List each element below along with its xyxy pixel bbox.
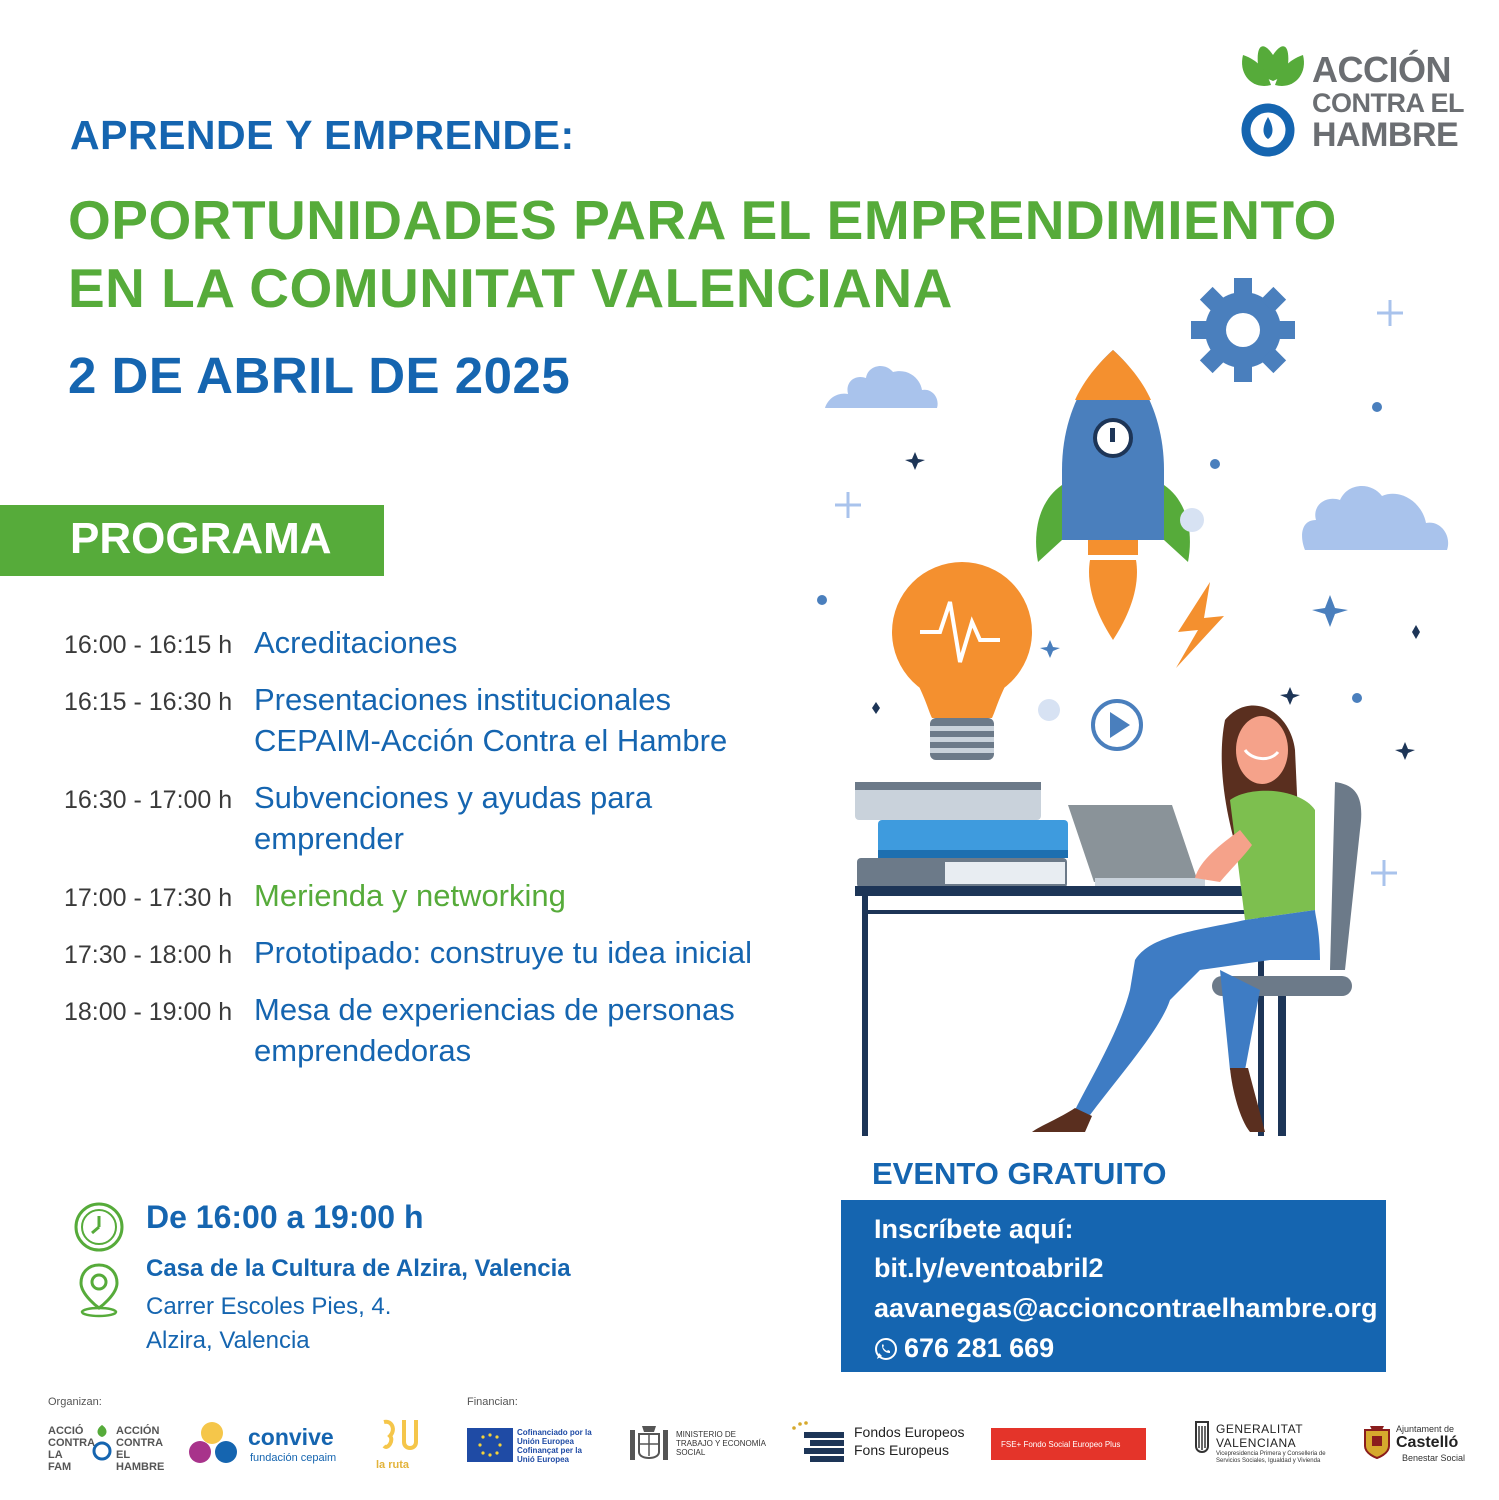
logo-line-1: ACCIÓN (1312, 49, 1451, 90)
logo-line-2: CONTRA EL (1312, 88, 1464, 118)
star-icon (1040, 640, 1060, 658)
fondos-europeos-mark-icon (790, 1420, 846, 1464)
agenda-list (64, 622, 854, 1087)
financian-label: Financian: (467, 1396, 518, 1408)
convive-subtext: fundación cepaim (250, 1452, 337, 1464)
agenda-item (64, 989, 854, 1071)
agenda-item (64, 679, 854, 761)
lightning-icon (1176, 582, 1224, 668)
castello-text-3: Benestar Social (1402, 1453, 1466, 1463)
agenda-time: 17:00 - 17:30 h (64, 884, 233, 912)
laptop-icon (1068, 805, 1205, 886)
accion-contra-el-hambre-logo (1238, 35, 1308, 160)
ministerio-logo (628, 1420, 768, 1468)
agenda-title: Mesa de experiencias de personas emprendedoras (254, 992, 735, 1068)
fondos-europeos-logo (790, 1420, 970, 1466)
la-ruta-text: la ruta (376, 1459, 410, 1471)
convive-logo (188, 1420, 348, 1468)
sprout-drop-icon (90, 1421, 114, 1463)
play-icon (1093, 701, 1141, 749)
event-title-line-2: EN LA COMUNITAT VALENCIANA (68, 257, 953, 319)
generalitat-emblem-icon (1192, 1420, 1212, 1460)
gva-text-3: Vicepresidencia Primera y Conselleria de Servicios Sociales, Igualdad y Vivienda (1216, 1451, 1326, 1464)
rocket-icon (1036, 350, 1190, 640)
eu-flag-icon (467, 1428, 513, 1462)
sprout-drop-icon (1238, 35, 1308, 160)
whatsapp-icon (874, 1337, 898, 1361)
castello-logo (1362, 1420, 1492, 1466)
ach-small-logo (48, 1421, 178, 1473)
castello-text-1: Ajuntament de (1396, 1424, 1455, 1434)
programa-label: PROGRAMA (70, 514, 332, 563)
la-ruta-mark-icon (376, 1416, 426, 1454)
eu-text: Cofinanciado por la Unión Europea Cofinançat per la Unió Europea (517, 1428, 592, 1464)
desk-icon (855, 886, 1267, 1136)
agenda-title: Subvenciones y ayudas para emprender (254, 780, 653, 856)
agenda-item (64, 777, 854, 859)
contact-email[interactable]: aavanegas@accioncontraelhambre.org (874, 1293, 1378, 1323)
agenda-title: Presentaciones institucionales CEPAIM-Acción Contra el Hambre (254, 682, 728, 758)
location-pin-icon (76, 1262, 122, 1318)
fse-text: FSE+ Fondo Social Europeo Plus (1001, 1439, 1121, 1449)
agenda-title: Prototipado: construye tu idea inicial (254, 935, 753, 970)
cloud-icon (1302, 486, 1448, 550)
event-date: 2 DE ABRIL DE 2025 (68, 347, 571, 404)
eu-cofinanciado-logo (467, 1428, 597, 1462)
convive-text: convive (248, 1424, 334, 1450)
event-address-line-2: Alzira, Valencia (146, 1327, 310, 1354)
generalitat-valenciana-logo (1192, 1418, 1352, 1470)
woman-figure-icon (1032, 706, 1320, 1132)
agenda-time: 16:30 - 17:00 h (64, 786, 233, 814)
event-hours: De 16:00 a 19:00 h (146, 1199, 424, 1235)
fondos-text-2: Fons Europeus (854, 1442, 949, 1458)
lightbulb-icon (892, 562, 1032, 760)
cloud-icon (825, 366, 938, 408)
fse-plus-logo (991, 1428, 1146, 1460)
agenda-time: 18:00 - 19:00 h (64, 998, 233, 1026)
entrepreneur-illustration (800, 270, 1460, 1150)
agenda-time: 16:15 - 16:30 h (64, 688, 233, 716)
event-title-line-1: OPORTUNIDADES PARA EL EMPRENDIMIENTO (68, 189, 1337, 251)
spain-coat-of-arms-icon (628, 1422, 670, 1466)
gear-icon (1191, 278, 1295, 382)
agenda-item (64, 622, 854, 663)
ach-left-text: ACCIÓ CONTRA LA FAM (48, 1425, 95, 1473)
ministerio-text: MINISTERIO DE TRABAJO Y ECONOMÍA SOCIAL (676, 1430, 766, 1457)
event-venue: Casa de la Cultura de Alzira, Valencia (146, 1255, 571, 1282)
contact-phone: 676 281 669 (904, 1333, 1055, 1363)
castello-text-2: Castelló (1396, 1434, 1459, 1451)
books-stack-icon (855, 782, 1068, 888)
agenda-item (64, 932, 854, 973)
event-address-line-1: Carrer Escoles Pies, 4. (146, 1293, 392, 1320)
gva-text-2: VALENCIANA (1216, 1436, 1297, 1450)
registration-box (841, 1200, 1386, 1372)
logo-wordmark (1312, 49, 1464, 154)
agenda-title: Merienda y networking (254, 878, 566, 913)
register-label: Inscríbete aquí: (874, 1214, 1074, 1244)
agenda-item (64, 875, 854, 916)
castello-shield-icon (1362, 1424, 1392, 1460)
agenda-time: 16:00 - 16:15 h (64, 631, 233, 659)
clock-icon (72, 1200, 126, 1254)
ach-right-text: ACCIÓN CONTRA EL HAMBRE (116, 1425, 165, 1473)
register-link[interactable]: bit.ly/eventoabril2 (874, 1253, 1104, 1283)
gva-text-1: GENERALITAT (1216, 1422, 1304, 1436)
event-kicker: APRENDE Y EMPRENDE: (70, 112, 575, 158)
free-event-label: EVENTO GRATUITO (872, 1156, 1167, 1191)
convive-dots-icon (188, 1420, 244, 1468)
logo-line-3: HAMBRE (1312, 116, 1459, 154)
agenda-time: 17:30 - 18:00 h (64, 941, 233, 969)
fondos-text-1: Fondos Europeos (854, 1424, 965, 1440)
agenda-title: Acreditaciones (254, 625, 458, 660)
la-ruta-logo (376, 1416, 426, 1474)
organizan-label: Organizan: (48, 1396, 102, 1408)
star-icon (1312, 595, 1348, 627)
contact-phone-row[interactable] (874, 1333, 1054, 1364)
